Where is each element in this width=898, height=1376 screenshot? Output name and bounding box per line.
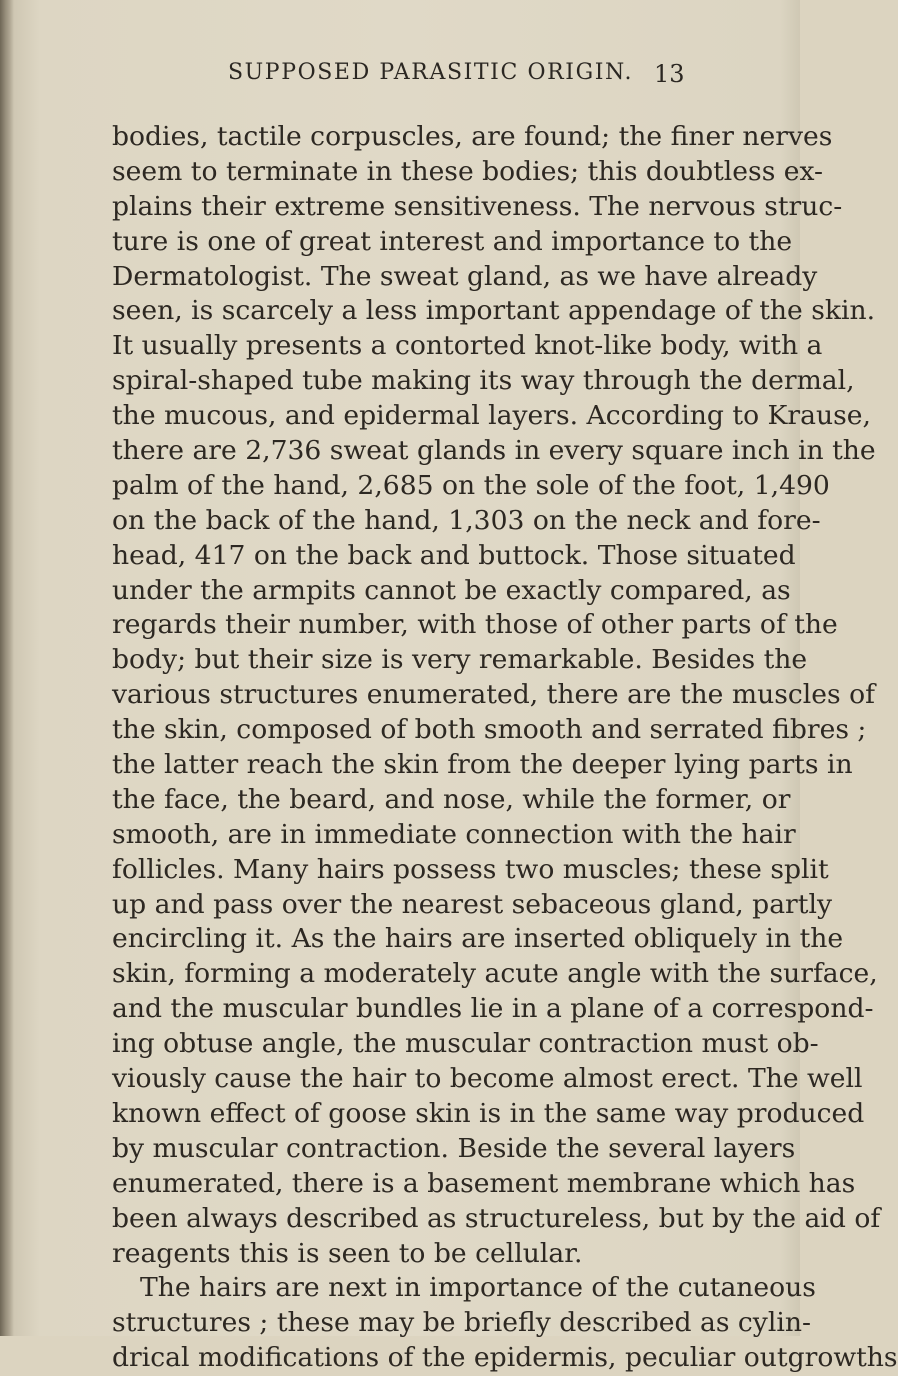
- text-line: regards their number, with those of other parts of the: [112, 609, 838, 641]
- binding-shadow: [0, 0, 14, 1336]
- text-line: Dermatologist. The sweat gland, as we have already: [112, 260, 818, 292]
- text-line: plains their extreme sensitiveness. The nervous struc-: [112, 190, 843, 222]
- text-line: spiral-shaped tube making its way through the dermal,: [112, 365, 855, 397]
- text-line: structures ; these may be briefly described as cylin-: [112, 1307, 811, 1339]
- text-line: by muscular contraction. Beside the several layers: [112, 1132, 796, 1164]
- text-line: palm of the hand, 2,685 on the sole of the foot, 1,490: [112, 469, 830, 501]
- text-line: ture is one of great interest and importance to the: [112, 225, 793, 257]
- text-line: and the muscular bundles lie in a plane of a correspond-: [112, 993, 874, 1025]
- text-line: body; but their size is very remarkable. Besides the: [112, 644, 808, 676]
- text-line: the skin, composed of both smooth and serrated fibres ;: [112, 714, 867, 746]
- text-line: there are 2,736 sweat glands in every square inch in the: [112, 435, 876, 467]
- text-line: reagents this is seen to be cellular.: [112, 1237, 583, 1269]
- text-line: viously cause the hair to become almost erect. The well: [112, 1063, 863, 1095]
- running-head: [0, 60, 800, 96]
- text-line: the mucous, and epidermal layers. According to Krause,: [112, 400, 871, 432]
- text-line: various structures enumerated, there are the muscles of: [112, 679, 875, 711]
- body-text: [112, 120, 898, 1376]
- text-line: head, 417 on the back and buttock. Those situated: [112, 539, 796, 571]
- text-line: enumerated, there is a basement membrane which has: [112, 1167, 856, 1199]
- text-line: encircling it. As the hairs are inserted obliquely in the: [112, 923, 844, 955]
- text-line: the latter reach the skin from the deeper lying parts in: [112, 749, 853, 781]
- text-line: follicles. Many hairs possess two muscles; these split: [112, 853, 829, 885]
- text-line: skin, forming a moderately acute angle with the surface,: [112, 958, 878, 990]
- text-line: the face, the beard, and nose, while the former, or: [112, 783, 791, 815]
- text-line: The hairs are next in importance of the cutaneous: [140, 1272, 816, 1304]
- text-line: been always described as structureless, but by the aid of: [112, 1202, 881, 1234]
- text-line: under the armpits cannot be exactly compared, as: [112, 574, 791, 606]
- text-line: up and pass over the nearest sebaceous gland, partly: [112, 888, 832, 920]
- text-line: seen, is scarcely a less important appendage of the skin.: [112, 295, 876, 327]
- text-line: seem to terminate in these bodies; this doubtless ex-: [112, 155, 824, 187]
- text-line: It usually presents a contorted knot-like body, with a: [112, 330, 823, 362]
- page-number: 13: [654, 60, 685, 88]
- running-head-title: SUPPOSED PARASITIC ORIGIN.: [228, 60, 634, 85]
- text-line: smooth, are in immediate connection with the hair: [112, 818, 796, 850]
- text-line: bodies, tactile corpuscles, are found; the finer nerves: [112, 121, 833, 152]
- text-line: known effect of goose skin is in the same way produced: [112, 1097, 865, 1129]
- text-line: ing obtuse angle, the muscular contraction must ob-: [112, 1028, 819, 1060]
- text-line: on the back of the hand, 1,303 on the neck and fore-: [112, 504, 821, 536]
- text-line: drical modifications of the epidermis, peculiar outgrowths: [112, 1342, 898, 1374]
